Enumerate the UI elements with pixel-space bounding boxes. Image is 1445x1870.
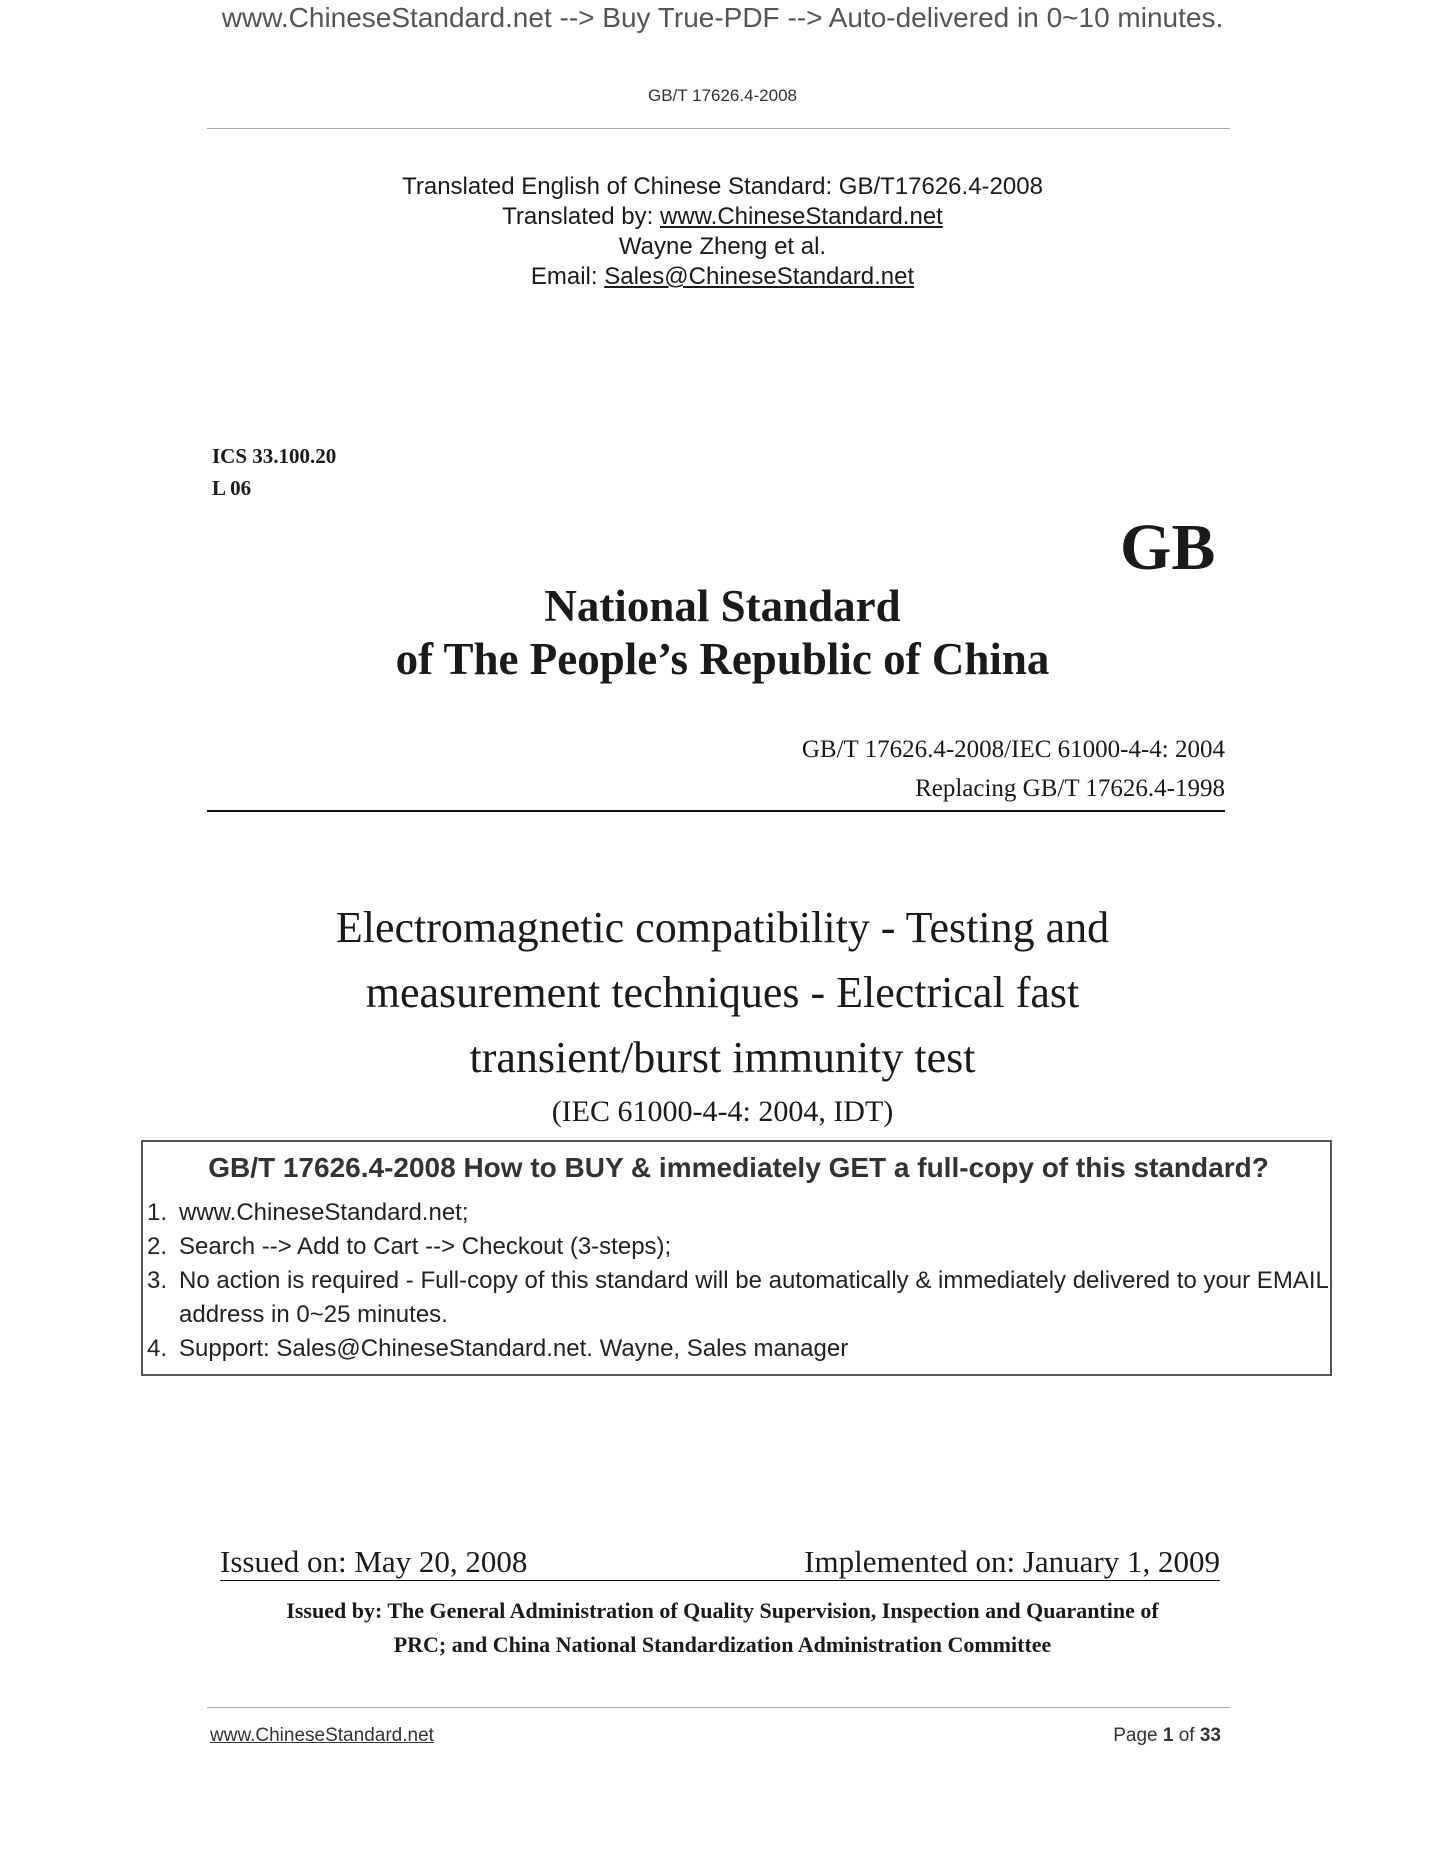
buy-steps-list xyxy=(147,1196,1329,1366)
national-title-line1: National Standard xyxy=(544,581,901,631)
list-item xyxy=(147,1264,1329,1332)
email-line xyxy=(0,262,1445,292)
issued-by-line1: Issued by: The General Administration of Quality Supervision, Inspection and Quarantine of xyxy=(286,1598,1159,1623)
footer-website-link[interactable]: www.ChineseStandard.net xyxy=(210,1725,434,1746)
main-title-line2: measurement techniques - Electrical fast xyxy=(365,968,1080,1017)
list-item-number: 3. xyxy=(147,1267,168,1294)
main-title xyxy=(0,895,1445,1090)
list-item-number: 4. xyxy=(147,1335,168,1362)
page-of: of xyxy=(1173,1725,1200,1746)
translated-by-label: Translated by: xyxy=(502,203,660,230)
translation-line: Translated English of Chinese Standard: GB/T17626.4-2008 xyxy=(402,173,1043,200)
email-link[interactable]: Sales@ChineseStandard.net xyxy=(604,263,915,290)
implemented-on-date: Implemented on: January 1, 2009 xyxy=(780,1544,1220,1581)
buy-info-box xyxy=(141,1140,1332,1376)
main-title-line3: transient/burst immunity test xyxy=(469,1033,976,1082)
buy-heading: GB/T 17626.4-2008 How to BUY & immediately GET a full-copy of this standard? xyxy=(208,1152,1269,1183)
list-item-number: 1. xyxy=(147,1199,168,1226)
translated-by-line xyxy=(0,202,1445,232)
gb-mark: GB xyxy=(1120,511,1216,584)
list-item-number: 2. xyxy=(147,1233,168,1260)
translation-info xyxy=(0,172,1445,292)
issued-by xyxy=(0,1594,1445,1662)
footer-divider xyxy=(207,1707,1230,1708)
classification-codes xyxy=(212,440,336,504)
page-current: 1 xyxy=(1162,1725,1174,1746)
header-divider xyxy=(207,128,1230,129)
header-doc-code: GB/T 17626.4-2008 xyxy=(647,86,797,105)
ccs-code: L 06 xyxy=(212,476,252,500)
list-item xyxy=(147,1332,1329,1366)
email-label: Email: xyxy=(530,263,605,290)
standard-number: GB/T 17626.4-2008/IEC 61000-4-4: 2004 xyxy=(801,736,1225,763)
translator-name: Wayne Zheng et al. xyxy=(618,233,827,260)
issued-by-line2: PRC; and China National Standardization Administration Committee xyxy=(393,1632,1052,1657)
issued-on-date: Issued on: May 20, 2008 xyxy=(220,1544,780,1581)
standard-numbers xyxy=(802,730,1225,808)
list-item xyxy=(147,1196,1329,1230)
ics-code: ICS 33.100.20 xyxy=(212,444,337,468)
list-item xyxy=(147,1230,1329,1264)
page-number xyxy=(1113,1725,1221,1747)
national-standard-title xyxy=(0,580,1445,686)
page-total: 33 xyxy=(1199,1725,1221,1746)
list-item-text: Search --> Add to Cart --> Checkout (3-steps); xyxy=(179,1233,672,1260)
translated-by-link[interactable]: www.ChineseStandard.net xyxy=(660,203,943,230)
list-item-text: No action is required - Full-copy of this standard will be automatically & immediately delivered to your EMAIL address in 0~25 minutes. xyxy=(179,1267,1328,1328)
national-title-line2: of The People’s Republic of China xyxy=(395,634,1050,684)
top-banner: www.ChineseStandard.net --> Buy True-PDF --> Auto-delivered in 0~10 minutes. xyxy=(221,2,1224,33)
list-item-text: Support: Sales@ChineseStandard.net. Wayne, Sales manager xyxy=(179,1335,849,1362)
iec-reference: (IEC 61000-4-4: 2004, IDT) xyxy=(551,1095,894,1128)
list-item-text[interactable]: www.ChineseStandard.net; xyxy=(179,1199,469,1226)
main-title-line1: Electromagnetic compatibility - Testing and xyxy=(335,903,1110,952)
replacing-standard: Replacing GB/T 17626.4-1998 xyxy=(915,775,1225,802)
title-divider xyxy=(207,810,1225,812)
page-label: Page xyxy=(1113,1725,1163,1746)
